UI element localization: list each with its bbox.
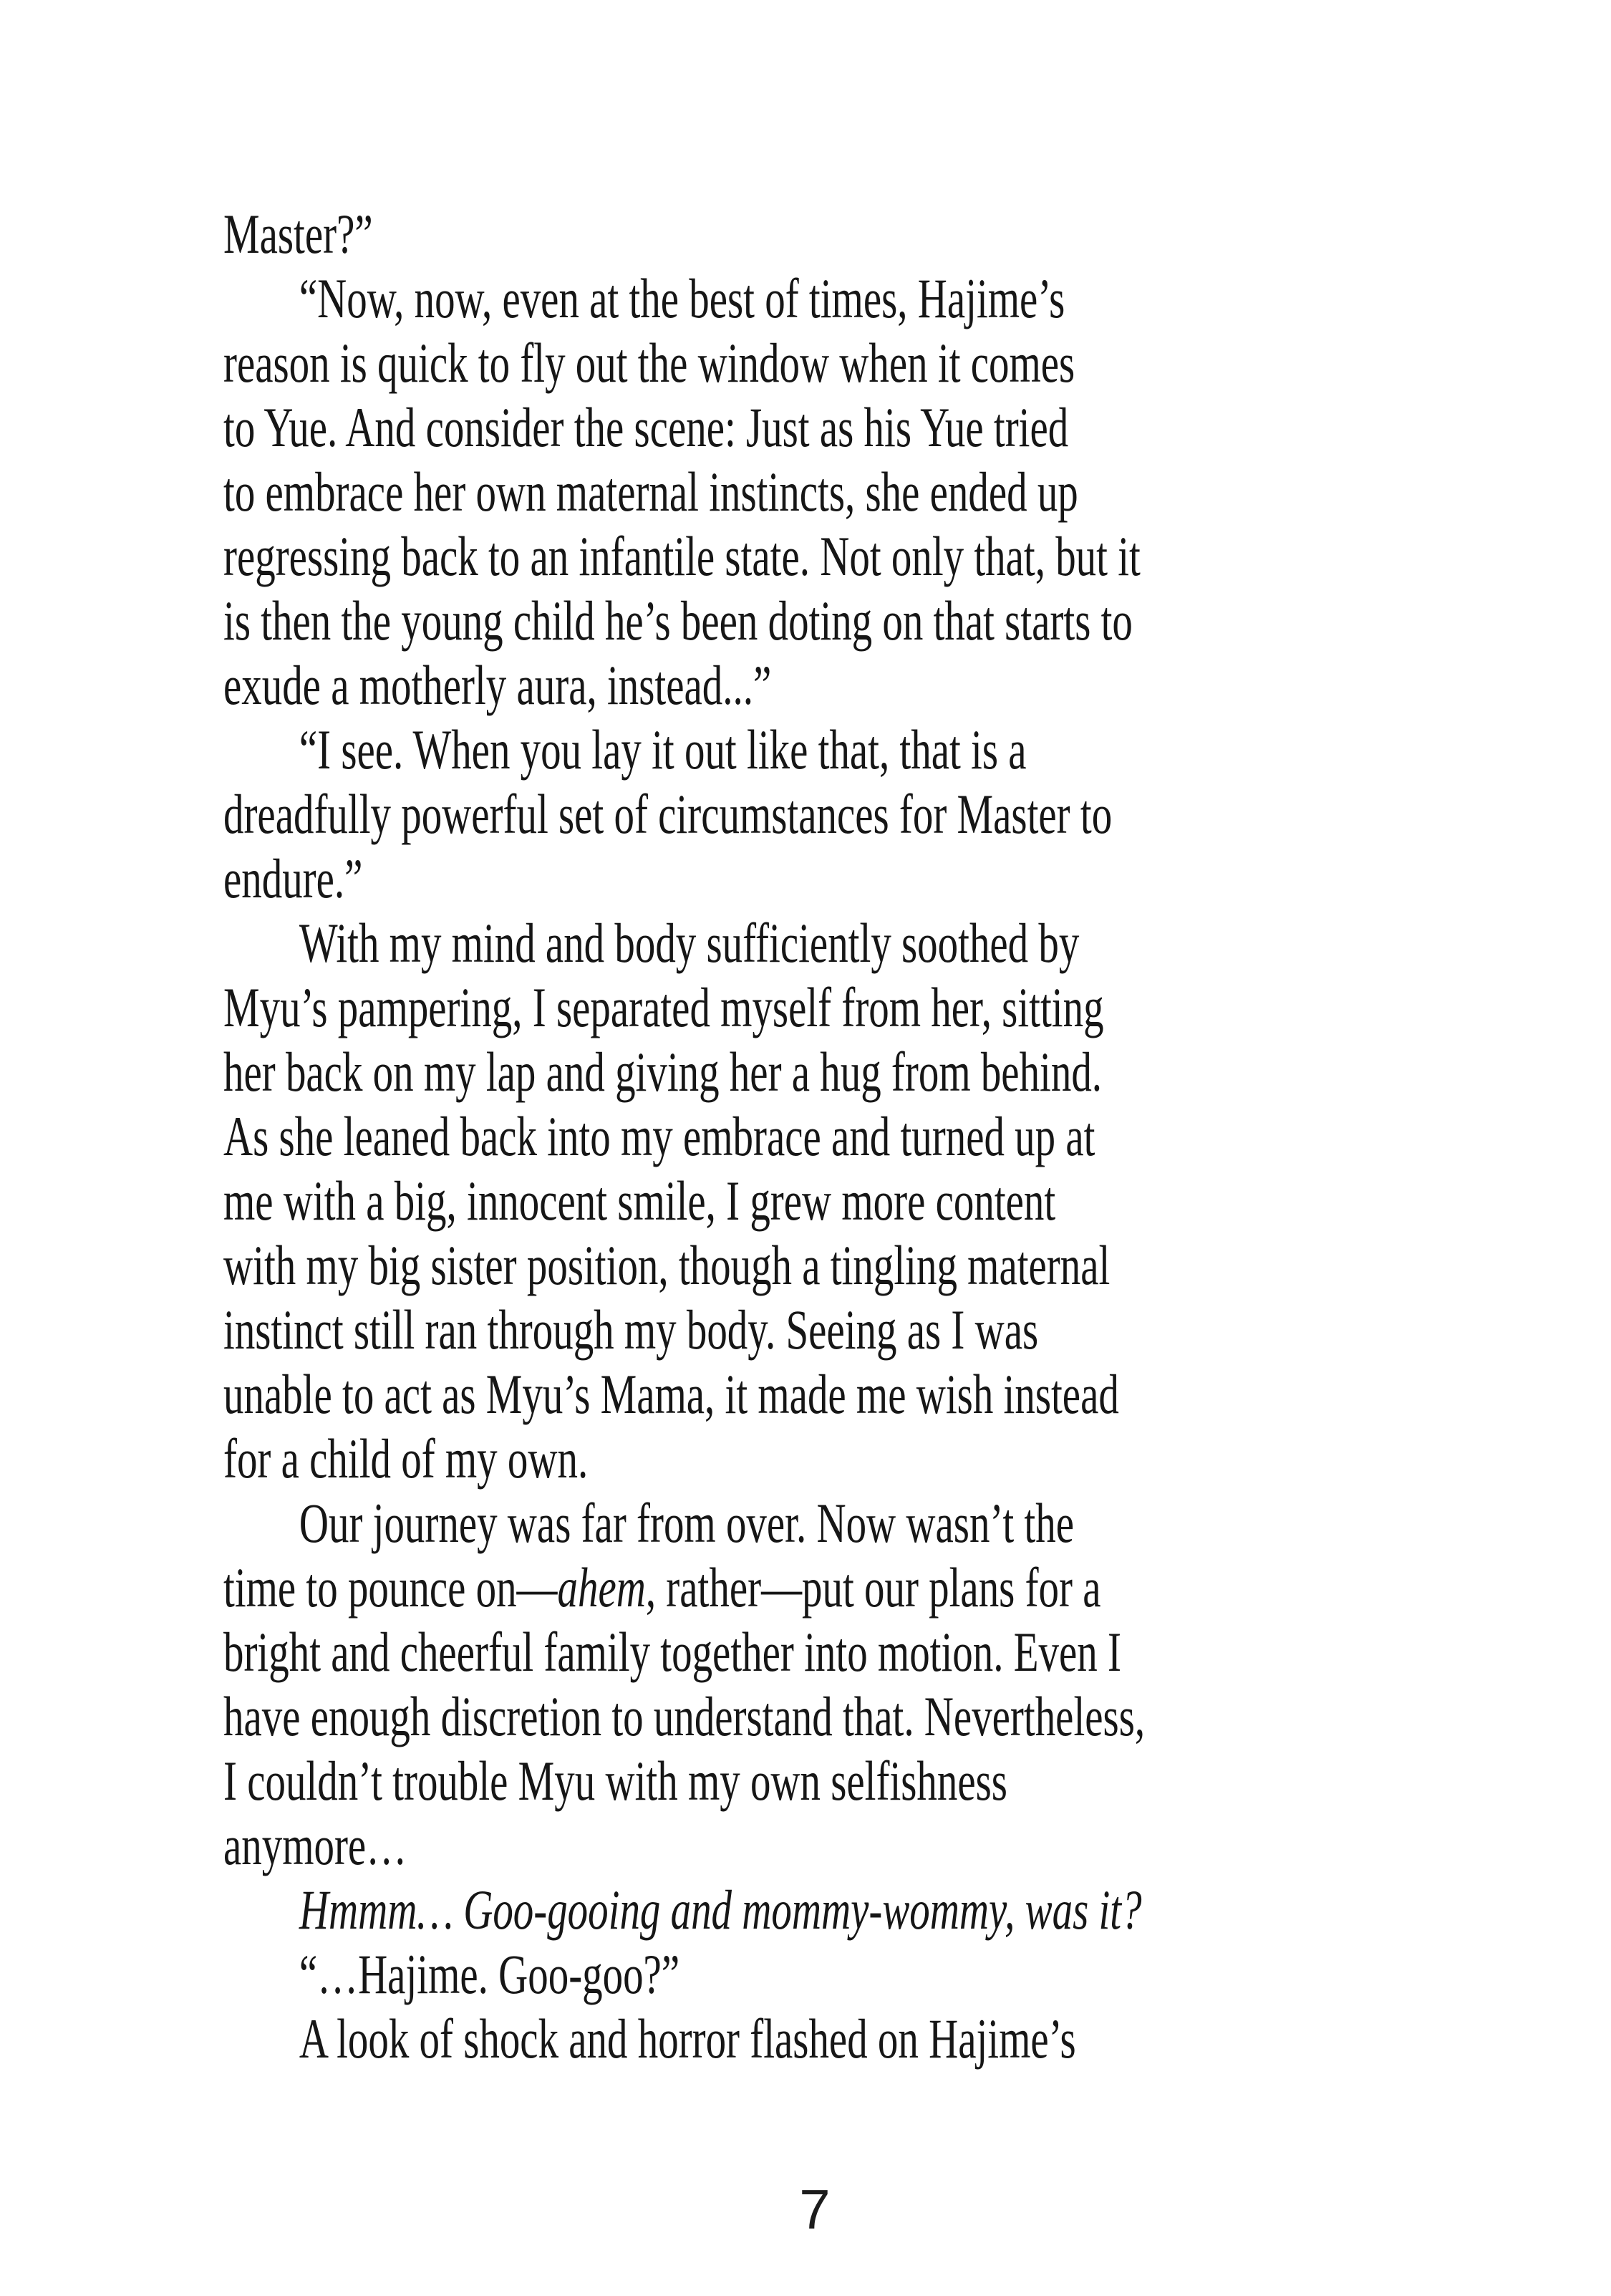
text-line: [223, 1491, 1452, 1555]
text-segment: I couldn’t trouble Myu with my own selfishness: [223, 1750, 1007, 1812]
text-segment: , rather—put our plans for a: [645, 1556, 1101, 1619]
text-segment: with my big sister position, though a tingling maternal: [223, 1234, 1111, 1296]
text-segment: regressing back to an infantile state. Not only that, but it: [223, 525, 1141, 587]
text-line: [223, 524, 1452, 589]
text-line: [223, 1878, 1452, 1942]
text-segment: reason is quick to fly out the window when it comes: [223, 332, 1075, 394]
text-segment: is then the young child he’s been doting on that starts to: [223, 589, 1133, 652]
text-line: [223, 1813, 1452, 1878]
page-number: 7: [799, 2178, 831, 2241]
text-segment: me with a big, innocent smile, I grew more content: [223, 1169, 1056, 1232]
text-segment: Hmmm… Goo-gooing and mommy-wommy, was it?: [299, 1878, 1142, 1941]
text-segment: As she leaned back into my embrace and turned up at: [223, 1105, 1095, 1167]
text-line: [223, 1233, 1452, 1298]
text-line: [223, 975, 1452, 1040]
text-line: [223, 331, 1452, 395]
text-segment: dreadfully powerful set of circumstances for Master to: [223, 783, 1113, 845]
text-line: [223, 2007, 1452, 2071]
text-segment: exude a motherly aura, instead...”: [223, 654, 772, 716]
text-line: [223, 1942, 1452, 2007]
text-line: [223, 1555, 1452, 1620]
text-segment: “…Hajime. Goo-goo?”: [299, 1943, 680, 2005]
text-line: [223, 1169, 1452, 1233]
text-line: [223, 1362, 1452, 1427]
text-segment: her back on my lap and giving her a hug from behind.: [223, 1041, 1103, 1103]
text-line: [223, 1684, 1452, 1749]
text-line: [223, 846, 1452, 911]
text-segment: ahem: [557, 1556, 646, 1619]
text-segment: Myu’s pampering, I separated myself from her, sitting: [223, 976, 1104, 1038]
text-segment: bright and cheerful family together into motion. Even I: [223, 1621, 1121, 1683]
page-text: [223, 202, 1452, 2071]
text-segment: to embrace her own maternal instincts, she ended up: [223, 460, 1078, 523]
text-line: [223, 266, 1452, 331]
text-line: [223, 1104, 1452, 1169]
text-line: [223, 395, 1452, 460]
text-line: [223, 911, 1452, 975]
text-line: [223, 653, 1452, 718]
text-line: [223, 1749, 1452, 1813]
text-line: [223, 1427, 1452, 1491]
text-segment: to Yue. And consider the scene: Just as his Yue tried: [223, 396, 1069, 458]
text-line: [223, 782, 1452, 846]
text-segment: Master?”: [223, 203, 373, 265]
text-line: [223, 202, 1452, 266]
text-segment: have enough discretion to understand that. Nevertheless,: [223, 1685, 1146, 1747]
text-line: [223, 460, 1452, 524]
text-segment: for a child of my own.: [223, 1427, 589, 1490]
text-line: [223, 1040, 1452, 1104]
text-segment: A look of shock and horror flashed on Hajime’s: [299, 2007, 1076, 2070]
text-segment: endure.”: [223, 847, 363, 910]
text-segment: With my mind and body sufficiently soothed by: [299, 912, 1080, 974]
text-line: [223, 1298, 1452, 1362]
text-segment: time to pounce on—: [223, 1556, 558, 1619]
text-segment: “Now, now, even at the best of times, Hajime’s: [299, 267, 1065, 329]
text-line: [223, 589, 1452, 653]
text-line: [223, 718, 1452, 782]
text-segment: unable to act as Myu’s Mama, it made me wish instead: [223, 1363, 1119, 1425]
text-segment: “I see. When you lay it out like that, that is a: [299, 718, 1027, 781]
text-segment: instinct still ran through my body. Seeing as I was: [223, 1298, 1039, 1361]
text-segment: Our journey was far from over. Now wasn’t the: [299, 1492, 1074, 1554]
text-line: [223, 1620, 1452, 1684]
text-segment: anymore…: [223, 1814, 407, 1876]
